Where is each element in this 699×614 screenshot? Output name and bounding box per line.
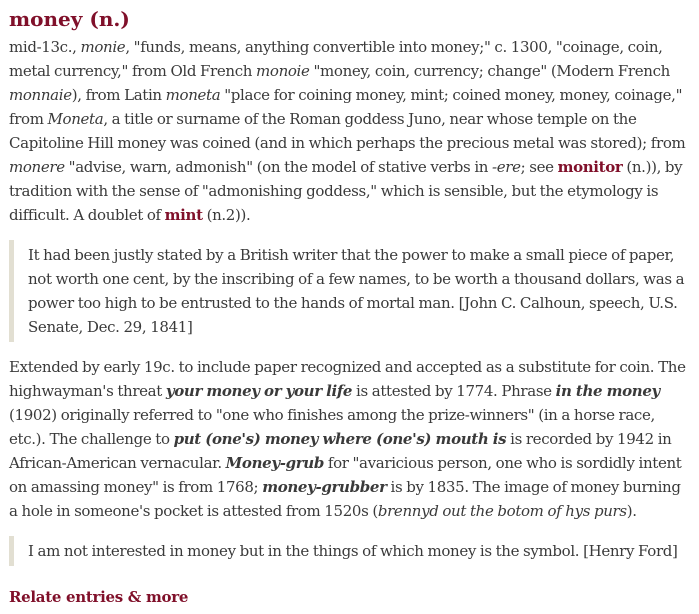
phrase: put (one's) money where (one's) mouth is — [173, 430, 507, 448]
entry-headword: money (n.) — [9, 7, 130, 31]
text-run: for "avaricious person, one who is sordidly intent on amassing money" is from 1768; — [9, 454, 682, 496]
text-run: , "funds, means, anything convertible into money;" c. 1300, "coinage, coin, metal currency," from Old French — [9, 38, 663, 80]
text-run: (1902) originally referred to "one who finishes among the prize-winners" (in a horse race, etc.). The challenge to — [9, 406, 655, 448]
text-run: ). — [240, 206, 251, 224]
text-run: ). — [626, 502, 637, 520]
text-run: "money, coin, currency; change" (Modern French — [309, 62, 670, 80]
foreign-word: -ere — [492, 158, 521, 176]
phrase: money-grubber — [262, 478, 387, 496]
phrase: your money or your life — [165, 382, 353, 400]
text-run: is by 1835. The image of money burning a hole in someone's pocket is attested from 1520s ( — [9, 478, 681, 520]
etymology-paragraph-2 — [9, 355, 691, 523]
text-run: ), from Latin — [71, 86, 166, 104]
foreign-word: moneta — [165, 86, 221, 104]
foreign-phrase: brennyd out the botom of hys purs — [377, 502, 627, 520]
text-run: Extended by early 19c. to include paper recognized and accepted as a substitute for coin. The highwayman's threat — [9, 358, 686, 400]
foreign-word: Moneta — [47, 110, 104, 128]
text-run: "advise, warn, admonish" (on the model of stative verbs in — [64, 158, 493, 176]
related-entries-link[interactable]: Relate entries & more — [9, 588, 189, 606]
text-run: is attested by 1774. Phrase — [352, 382, 556, 400]
foreign-word: monie — [80, 38, 126, 56]
phrase: in the money — [555, 382, 660, 400]
text-run: is recorded by 1942 in African-American vernacular. — [9, 430, 672, 472]
etymology-paragraph-1 — [9, 35, 691, 227]
text-run: "place for coining money, mint; coined money, money, coinage," from — [9, 86, 683, 128]
xref-pos: (n.2) — [202, 206, 241, 224]
xref-link-mint[interactable]: mint — [164, 206, 203, 224]
phrase: Money-grub — [225, 454, 324, 472]
foreign-word: monere — [9, 158, 65, 176]
xref-link-monitor[interactable]: monitor — [557, 158, 623, 176]
quote-calhoun: It had been justly stated by a British writer that the power to make a small piece of paper, not worth one cent, by the inscribing of a few names, to be worth a thousand dollars, was a power too high to be entrusted to the hands of mortal man. [John C. Calhoun, speech, U.S. Senate, Dec. 29, 1841] — [9, 240, 691, 342]
foreign-word: monnaie — [9, 86, 72, 104]
quote-henry-ford: I am not interested in money but in the things of which money is the symbol. [Henry Ford] — [9, 536, 691, 566]
text-run: , a title or surname of the Roman goddess Juno, near whose temple on the Capitoline Hill money was coined (and in which perhaps the precious metal was stored); from — [9, 110, 686, 152]
text-run: ; see — [520, 158, 558, 176]
xref-pos: (n.) — [622, 158, 652, 176]
foreign-word: monoie — [256, 62, 310, 80]
text-run: ), by tradition with the sense of "admonishing goddess," which is sensible, but the etymology is difficult. A doublet of — [9, 158, 683, 224]
text-run: mid-13c., — [9, 38, 81, 56]
